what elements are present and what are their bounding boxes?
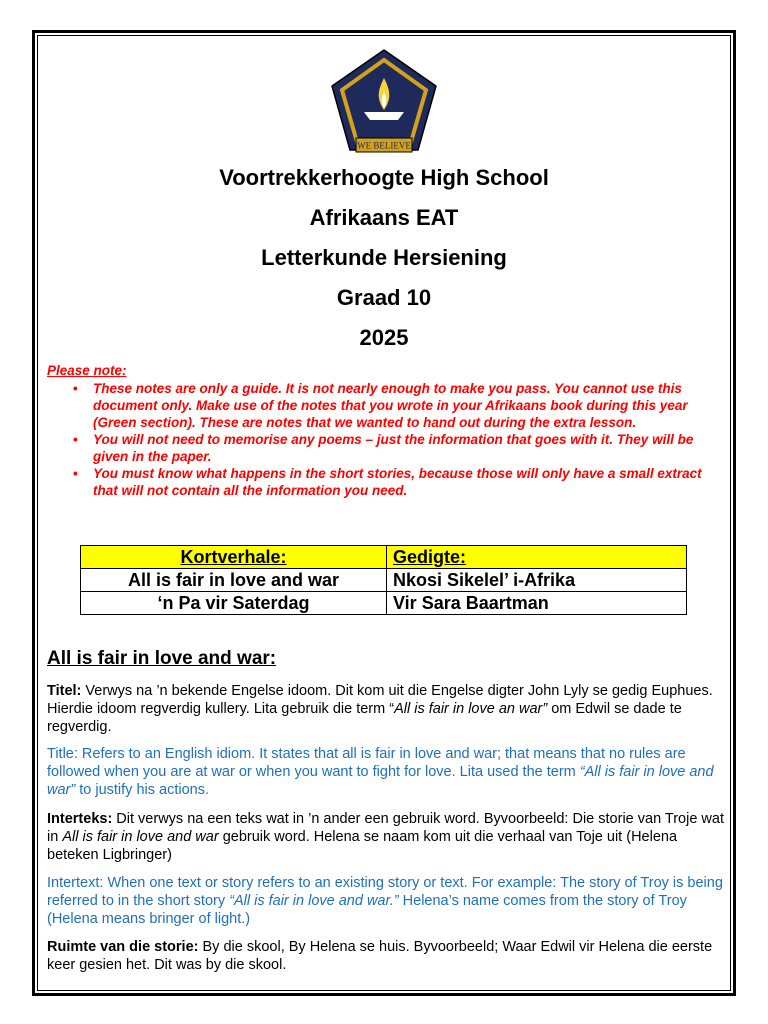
note-bullet: • These notes are only a guide. It is not nearly enough to make you pass. You cannot use this document only. Make use of the notes that you wrote in your Afrikaans book during this year (Green section). These are notes that we wanted to hand out during the extra lesson.	[47, 380, 707, 431]
paragraph-quote: “All is fair in love and war.”	[229, 893, 399, 909]
subject-title: Afrikaans EAT	[309, 205, 459, 230]
topic-title: Letterkunde Hersiening	[261, 245, 507, 270]
paragraph-text: to justify his actions.	[75, 782, 209, 798]
table-cell: Vir Sara Baartman	[387, 592, 687, 615]
table-row	[81, 592, 687, 615]
paragraph-label: Title:	[47, 746, 78, 762]
paragraph-intertext	[47, 874, 725, 928]
paragraph-titel	[47, 682, 725, 736]
school-name: Voortrekkerhoogte High School	[219, 165, 549, 190]
paragraph-text: Refers to an English idiom. It states that all is fair in love and war; that means that no rules are followed when you are at war or when you want to fight for love. Lita used the term	[47, 746, 686, 780]
paragraph-quote: All is fair in love and war	[62, 829, 219, 845]
paragraph-text: om Edwil se dade te regverdig.	[47, 701, 682, 735]
table-header-cell	[81, 546, 387, 569]
table-row	[81, 569, 687, 592]
note-title: Please note:	[47, 363, 127, 378]
paragraph-text: gebruik word. Helena se naam kom uit die verhaal van Toje uit (Helena beteken Ligbringer)	[47, 829, 678, 863]
table-cell: Nkosi Sikelel’ i-Afrika	[387, 569, 687, 592]
paragraph-label: Interteks:	[47, 811, 113, 827]
table-cell: ‘n Pa vir Saterdag	[81, 592, 387, 615]
paragraph-quote: All is fair in love an war”	[394, 701, 548, 717]
school-crest-logo	[330, 48, 438, 158]
paragraph-ruimte	[47, 938, 725, 974]
paragraph-text: By die skool, By Helena se huis. Byvoorbeeld; Waar Edwil vir Helena die eerste keer gesien het. Dit was by die skool.	[47, 939, 713, 973]
literature-table	[80, 545, 687, 615]
paragraph-label: Intertext:	[47, 875, 104, 891]
note-list	[47, 380, 707, 499]
note-bullet: • You must know what happens in the short stories, because those will only have a small extract that will not contain all the information you need.	[47, 465, 707, 499]
header-short-stories: Kortverhale:	[180, 547, 287, 567]
paragraph-label: Titel:	[47, 683, 82, 699]
table-header-row	[81, 546, 687, 569]
paragraph-text: Dit verwys na een teks wat in ’n ander een gebruik word. Byvoorbeeld: Die storie van Troje wat in	[47, 811, 724, 845]
paragraph-label: Ruimte van die storie:	[47, 939, 199, 955]
note-bullet: • You will not need to memorise any poems – just the information that goes with it. They will be given in the paper.	[47, 431, 707, 465]
paragraph-text: When one text or story refers to an existing story or text. For example: The story of Troy is being referred to in the short story	[47, 875, 723, 909]
year-title: 2025	[359, 325, 409, 350]
crest-motto: WE BELIEVE	[357, 140, 411, 151]
paragraph-text: Helena’s name comes from the story of Troy (Helena means bringer of light.)	[47, 893, 687, 927]
section-title: All is fair in love and war:	[47, 648, 277, 669]
table-cell: All is fair in love and war	[81, 569, 387, 592]
paragraph-quote: “All is fair in love and war”	[47, 764, 714, 798]
paragraph-interteks	[47, 810, 725, 864]
paragraph-text: Verwys na ’n bekende Engelse idoom. Dit kom uit die Engelse digter John Lyly se gedig Euphues. Hierdie idoom regverdig kullery. Lita gebruik die term “	[47, 683, 713, 717]
paragraph-title	[47, 745, 725, 799]
header-poems: Gedigte:	[393, 547, 467, 567]
table-header-cell	[387, 546, 687, 569]
grade-title: Graad 10	[336, 285, 432, 310]
